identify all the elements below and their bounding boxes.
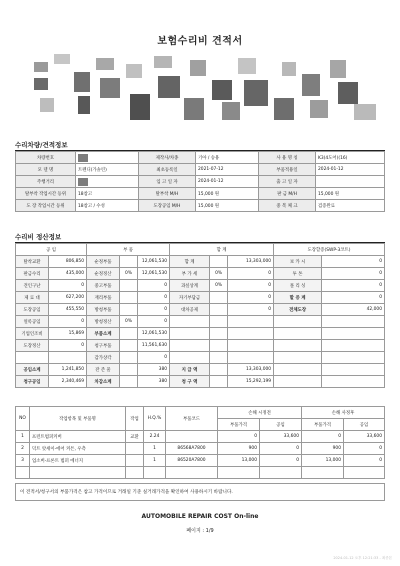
- sub-parts-price-before: 부품가격: [218, 419, 260, 431]
- empty-cell: [218, 467, 260, 479]
- settle-value: [210, 316, 228, 328]
- field-label: 탈부착 M/H: [139, 188, 196, 200]
- table-row: [16, 316, 385, 328]
- settlement-table: [15, 243, 385, 388]
- part-cell: 86520A7800: [166, 455, 218, 467]
- settle-label: 판금수리: [16, 268, 49, 280]
- settlement-section-title: 수리비 정산정보: [15, 232, 385, 243]
- part-cell: 33,600: [260, 431, 302, 443]
- labor-header: 공 임: [16, 244, 87, 256]
- settle-label: [274, 328, 322, 340]
- part-cell: 0: [218, 431, 260, 443]
- col-after: 손해 사정후: [302, 407, 385, 419]
- settle-value: 380: [138, 364, 170, 376]
- settle-label: [274, 316, 322, 328]
- field-value: 15,000 원: [316, 188, 385, 200]
- table-row: [16, 200, 385, 212]
- empty-row: [16, 467, 385, 479]
- table-row: [16, 376, 385, 388]
- settle-value: [210, 292, 228, 304]
- settle-value: [120, 376, 138, 388]
- field-label: 부품적용일: [259, 164, 316, 176]
- settle-label: 청구부품: [87, 340, 120, 352]
- settle-label: [170, 328, 210, 340]
- field-value: 검증완료: [316, 200, 385, 212]
- field-value: 2021-07-12: [196, 164, 259, 176]
- settle-label: 청 구 액: [170, 376, 210, 388]
- settle-label: 투 톤: [274, 268, 322, 280]
- parts-header: 부 품: [87, 244, 170, 256]
- list-item: [16, 431, 385, 443]
- field-value: [316, 176, 385, 188]
- field-value: 18참고 / 수성: [76, 200, 139, 212]
- empty-cell: [144, 467, 166, 479]
- empty-cell: [260, 467, 302, 479]
- sub-parts-price-after: 부품가격: [302, 419, 344, 431]
- field-value: [76, 152, 139, 164]
- settle-value: 0: [228, 292, 274, 304]
- settle-value: 0: [322, 280, 385, 292]
- settle-value: 0: [138, 316, 170, 328]
- settle-value: 2,340,469: [49, 376, 87, 388]
- settle-value: 627,200: [49, 292, 87, 304]
- settle-value: [210, 364, 228, 376]
- field-value: 2024-01-12: [196, 176, 259, 188]
- settle-value: [120, 364, 138, 376]
- field-value: 트렌디(가솔린): [76, 164, 139, 176]
- settle-label: 방청부품: [87, 304, 120, 316]
- empty-cell: [30, 467, 126, 479]
- part-cell: 덕트 앗세이-에어 커튼, 우측: [30, 443, 126, 455]
- settle-label: 탈착교환: [16, 256, 49, 268]
- sub-labor-after: 공임: [344, 419, 385, 431]
- settle-value: 0: [228, 280, 274, 292]
- settle-value: 0%: [210, 268, 228, 280]
- part-cell: 0: [260, 455, 302, 467]
- table-row: [16, 152, 385, 164]
- settle-value: [210, 340, 228, 352]
- settle-label: 얼룩공임: [16, 316, 49, 328]
- part-cell: 33,600: [344, 431, 385, 443]
- part-cell: 1: [144, 443, 166, 455]
- field-label: 출 고 일 자: [259, 176, 316, 188]
- table-row: [16, 188, 385, 200]
- settle-value: 0: [138, 304, 170, 316]
- vehicle-info-section-title: 수리차량/견적정보: [15, 140, 385, 151]
- settle-value: 0: [322, 256, 385, 268]
- field-value: 2024-01-12: [316, 164, 385, 176]
- settle-label: 자기부담금: [170, 292, 210, 304]
- settle-value: [322, 364, 385, 376]
- part-cell: 0: [302, 431, 344, 443]
- settle-value: 0: [228, 268, 274, 280]
- settle-value: [120, 352, 138, 364]
- table-row: [16, 280, 385, 292]
- field-label: 도장공임 M/H: [139, 200, 196, 212]
- settle-label: 보 카 시: [274, 256, 322, 268]
- empty-cell: [302, 467, 344, 479]
- table-row: [16, 352, 385, 364]
- field-label: 제작사/차종: [139, 152, 196, 164]
- col-work: 작업: [126, 407, 144, 431]
- field-label: 탈부착 작업시간 등위: [16, 188, 76, 200]
- field-value: 기아 / 승용: [196, 152, 259, 164]
- col-before: 손해 시정전: [218, 407, 302, 419]
- field-value: [76, 176, 139, 188]
- table-row: [16, 364, 385, 376]
- table-row: [16, 268, 385, 280]
- settle-value: 0: [49, 316, 87, 328]
- settle-value: [210, 328, 228, 340]
- field-value: 15,000 원: [196, 188, 259, 200]
- settle-label: [274, 364, 322, 376]
- col-no: NO: [16, 407, 30, 431]
- settle-value: 0: [49, 280, 87, 292]
- settle-value: [120, 340, 138, 352]
- field-label: 사 용 명 칭: [259, 152, 316, 164]
- settle-label: [16, 352, 49, 364]
- settle-value: 0%: [120, 268, 138, 280]
- settle-label: 전체도장: [274, 304, 322, 316]
- settle-value: [120, 328, 138, 340]
- part-cell: 0: [260, 443, 302, 455]
- settle-value: 42,000: [322, 304, 385, 316]
- settle-label: 대차공제: [170, 304, 210, 316]
- part-cell: 2.24: [144, 431, 166, 443]
- field-value: 18참고: [76, 188, 139, 200]
- settle-label: [170, 316, 210, 328]
- settle-label: [170, 352, 210, 364]
- settle-value: 13,303,000: [228, 364, 274, 376]
- footer-title: AUTOMOBILE REPAIR COST On-line: [141, 513, 259, 520]
- settle-label: 재리부품: [87, 292, 120, 304]
- settle-value: 806,850: [49, 256, 87, 268]
- page-number: 페이지 : 1/9: [186, 528, 214, 534]
- settle-label: 합 계: [170, 256, 210, 268]
- settle-value: [322, 328, 385, 340]
- settle-value: 380: [138, 376, 170, 388]
- table-row: [16, 328, 385, 340]
- total-header: 합 계: [170, 244, 274, 256]
- settle-value: [210, 304, 228, 316]
- part-cell: 1: [16, 431, 30, 443]
- part-cell: 2: [16, 443, 30, 455]
- settle-label: 차감소계: [87, 376, 120, 388]
- field-label: 중 복 체 크: [259, 200, 316, 212]
- settle-value: 0: [49, 340, 87, 352]
- settle-label: 부 가 세: [170, 268, 210, 280]
- settle-value: 0: [138, 352, 170, 364]
- list-item: [16, 455, 385, 467]
- settle-value: [322, 352, 385, 364]
- settle-label: 감가상각: [87, 352, 120, 364]
- settle-label: 도장공임: [16, 304, 49, 316]
- settle-value: [120, 280, 138, 292]
- part-cell: 13,000: [302, 455, 344, 467]
- part-cell: 업소버-프론트 범퍼 에너지: [30, 455, 126, 467]
- settle-value: [120, 256, 138, 268]
- settle-label: 청구공임: [16, 376, 49, 388]
- settle-value: 12,061,530: [138, 268, 170, 280]
- settle-value: [322, 376, 385, 388]
- field-label: 도 장 작업시간 등위: [16, 200, 76, 212]
- settle-value: 1,241,850: [49, 364, 87, 376]
- redacted-mileage: [78, 178, 88, 186]
- settle-label: 할 증 계: [274, 292, 322, 304]
- settle-value: 0%: [120, 316, 138, 328]
- settle-label: [274, 340, 322, 352]
- field-label: 차량번호: [16, 152, 76, 164]
- part-cell: 프런트범퍼커버: [30, 431, 126, 443]
- settle-label: 순정부품: [87, 256, 120, 268]
- settle-value: 0: [138, 280, 170, 292]
- settle-label: 부품소계: [87, 328, 120, 340]
- part-cell: [126, 455, 144, 467]
- part-cell: [126, 443, 144, 455]
- field-label: 입 고 일 자: [139, 176, 196, 188]
- settle-value: 12,061,530: [138, 328, 170, 340]
- settle-value: 12,061,530: [138, 256, 170, 268]
- settle-value: [49, 352, 87, 364]
- vehicle-info-table: [15, 151, 385, 212]
- part-cell: 3: [16, 455, 30, 467]
- settle-label: 폴 리 싱: [274, 280, 322, 292]
- settle-label: 기업인조비: [16, 328, 49, 340]
- col-item: 작업항목 및 부품명: [30, 407, 126, 431]
- settle-label: 제 료 대: [16, 292, 49, 304]
- part-cell: 0: [344, 455, 385, 467]
- table-row: [16, 304, 385, 316]
- field-label: 모 델 명: [16, 164, 76, 176]
- settle-value: [120, 304, 138, 316]
- field-label: 최초등록일: [139, 164, 196, 176]
- parts-table: [15, 406, 385, 479]
- settle-value: [210, 376, 228, 388]
- redacted-plate: [78, 154, 88, 162]
- settle-value: 0: [138, 292, 170, 304]
- settle-value: 11,561,630: [138, 340, 170, 352]
- settle-value: 0: [322, 268, 385, 280]
- part-cell: 900: [302, 443, 344, 455]
- empty-cell: [344, 467, 385, 479]
- settle-label: 견인구난: [16, 280, 49, 292]
- settle-label: [170, 340, 210, 352]
- settle-label: 중고부품: [87, 280, 120, 292]
- field-label: 판 금 M/H: [259, 188, 316, 200]
- list-item: [16, 443, 385, 455]
- table-row: [16, 176, 385, 188]
- settle-value: 0: [322, 292, 385, 304]
- table-row: [16, 292, 385, 304]
- settle-value: [322, 316, 385, 328]
- empty-cell: [166, 467, 218, 479]
- settle-label: 과실상계: [170, 280, 210, 292]
- settle-value: [228, 316, 274, 328]
- empty-cell: [126, 467, 144, 479]
- col-hq: H.Q.%: [144, 407, 166, 431]
- settle-label: 잔 존 물: [87, 364, 120, 376]
- document-title: 보험수리비 견적서: [157, 36, 243, 47]
- settle-value: [210, 352, 228, 364]
- table-row: [16, 340, 385, 352]
- part-cell: 900: [218, 443, 260, 455]
- field-label: 주행거리: [16, 176, 76, 188]
- col-code: 부품코드: [166, 407, 218, 431]
- settle-label: [274, 376, 322, 388]
- part-cell: 86568A7800: [166, 443, 218, 455]
- settle-value: [322, 340, 385, 352]
- settle-label: 도장정산: [16, 340, 49, 352]
- settle-value: [120, 292, 138, 304]
- settle-value: 13,303,000: [228, 256, 274, 268]
- settle-value: 435,000: [49, 268, 87, 280]
- empty-cell: [16, 467, 30, 479]
- settle-value: 0: [228, 304, 274, 316]
- settle-value: [228, 340, 274, 352]
- disclaimer-note: 이 견적서/청구서의 부품가격은 참고 가격이므로 거래일 기준 실거래가격을 확인하여 사용하시기 바랍니다.: [15, 483, 385, 501]
- settle-value: 15,292,199: [228, 376, 274, 388]
- print-stamp: 2024-01-12 오후 12:21:33 - 최종본: [333, 556, 392, 560]
- part-cell: 1: [144, 455, 166, 467]
- redacted-mosaic: [34, 54, 376, 126]
- settle-value: 0%: [210, 280, 228, 292]
- part-cell: [166, 431, 218, 443]
- settle-label: 방청정산: [87, 316, 120, 328]
- settle-value: 455,550: [49, 304, 87, 316]
- part-cell: 0: [344, 443, 385, 455]
- settle-value: [228, 352, 274, 364]
- settle-label: 지 급 액: [170, 364, 210, 376]
- table-row: [16, 256, 385, 268]
- sub-labor-before: 공임: [260, 419, 302, 431]
- settle-value: [228, 328, 274, 340]
- part-cell: 교환: [126, 431, 144, 443]
- settle-value: [210, 256, 228, 268]
- settle-label: [274, 352, 322, 364]
- settle-label: 공임소계: [16, 364, 49, 376]
- field-value: K3(4도어)(16): [316, 152, 385, 164]
- paint-surcharge-header: 도장할증(SWP-3코트): [274, 244, 385, 256]
- settle-label: 순정정산: [87, 268, 120, 280]
- part-cell: 13,000: [218, 455, 260, 467]
- table-row: [16, 164, 385, 176]
- field-value: 15,000 원: [196, 200, 259, 212]
- settle-value: 15,869: [49, 328, 87, 340]
